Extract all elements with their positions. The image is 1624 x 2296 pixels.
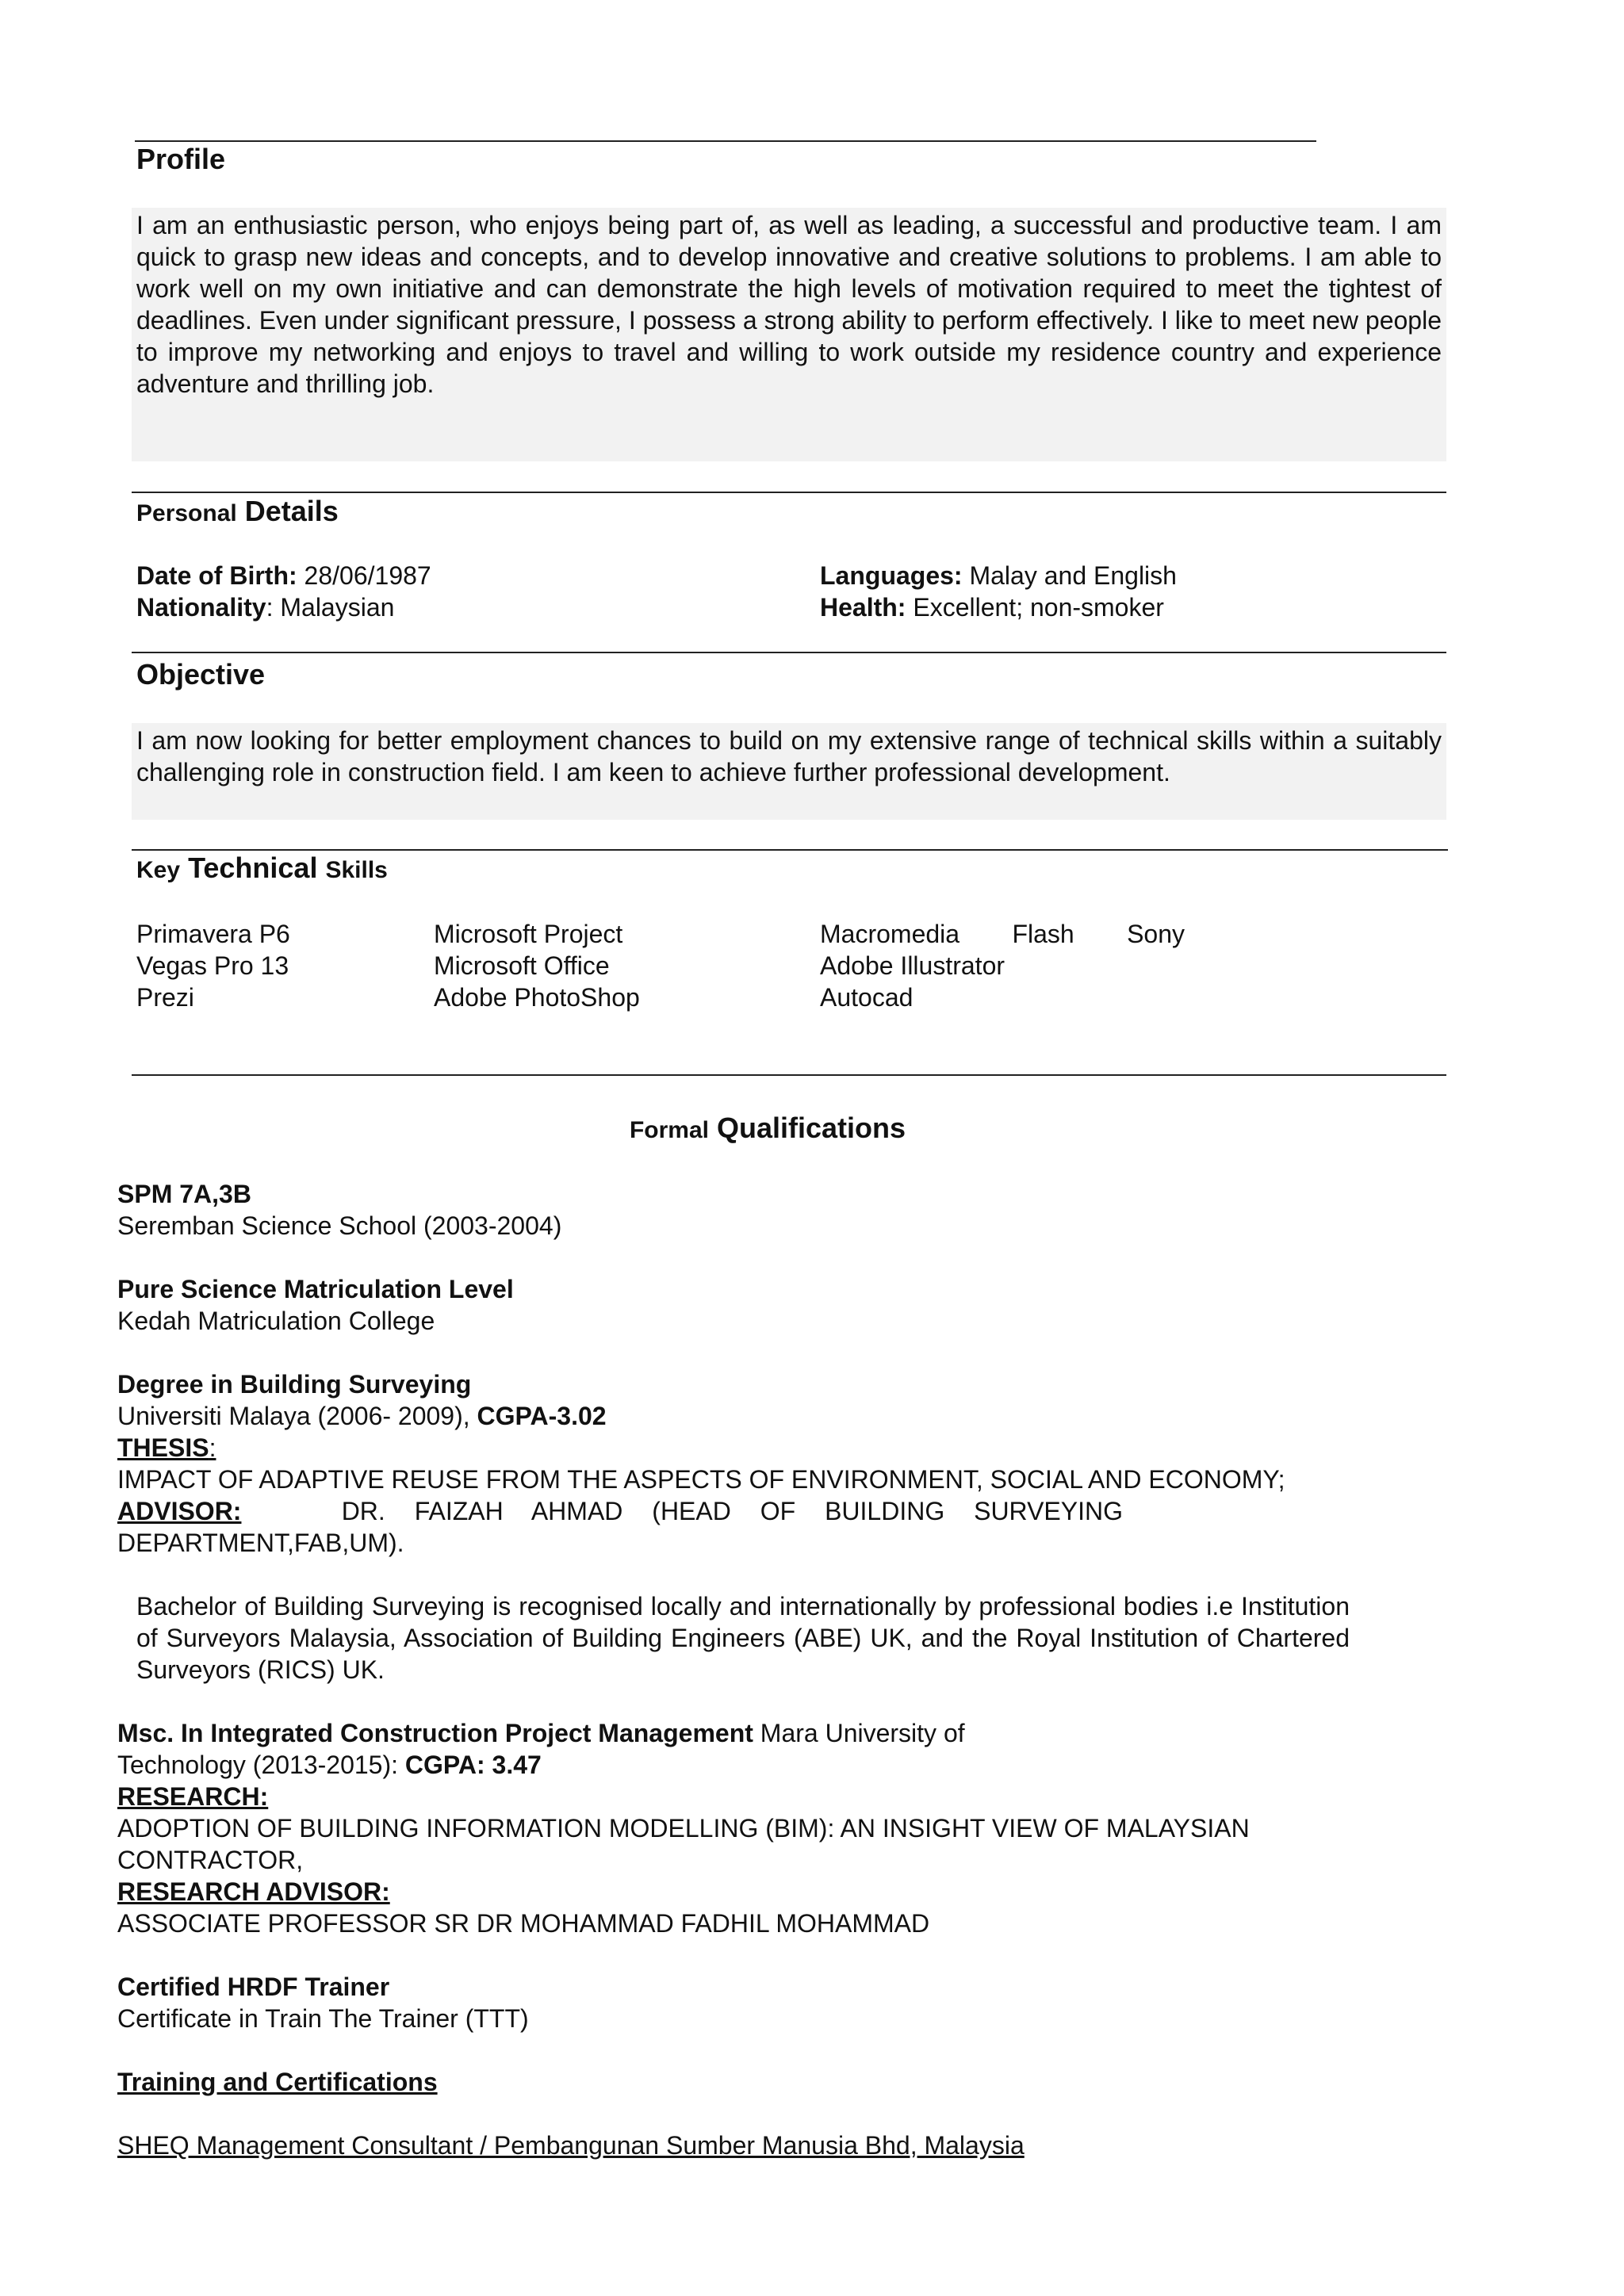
advisor-line-1: DR. FAIZAH AHMAD (HEAD OF BUILDING SURVEYING: [341, 1497, 1123, 1525]
personal-rule: [132, 492, 1446, 493]
qualifications-heading: [0, 1112, 1535, 1145]
skill-item: Adobe Illustrator: [820, 951, 1005, 980]
research-title: ADOPTION OF BUILDING INFORMATION MODELLING (BIM): AN INSIGHT VIEW OF MALAYSIAN CONTRACTOR,: [117, 1814, 1250, 1874]
skills-col-3: [820, 918, 1185, 1013]
msc-title: Msc. In Integrated Construction Project Management: [117, 1719, 753, 1747]
skills-rule: [132, 849, 1448, 851]
skill-item: Primavera P6: [136, 920, 290, 948]
thesis-label: THESIS: [117, 1433, 209, 1462]
research-advisor-label: RESEARCH ADVISOR:: [117, 1877, 390, 1906]
qualifications-rule: [132, 1074, 1446, 1076]
skill-item: Vegas Pro 13: [136, 951, 289, 980]
msc-school-b: Technology (2013-2015):: [117, 1751, 405, 1779]
spm-title: SPM 7A,3B: [117, 1180, 251, 1208]
health-value: Excellent; non-smoker: [906, 593, 1164, 622]
objective-rule: [132, 652, 1446, 653]
matric-school: Kedah Matriculation College: [117, 1307, 435, 1335]
thesis-title: IMPACT OF ADAPTIVE REUSE FROM THE ASPECTS OF ENVIRONMENT, SOCIAL AND ECONOMY;: [117, 1465, 1285, 1494]
research-advisor: ASSOCIATE PROFESSOR SR DR MOHAMMAD FADHIL MOHAMMAD: [117, 1909, 930, 1938]
dob-label: Date of Birth:: [136, 561, 297, 590]
research-label: RESEARCH:: [117, 1782, 269, 1811]
degree-cgpa: CGPA-3.02: [477, 1402, 607, 1430]
hrdf-title: Certified HRDF Trainer: [117, 1973, 390, 2001]
hrdf-cert: Certificate in Train The Trainer (TTT): [117, 2004, 529, 2033]
thesis-colon: :: [209, 1433, 216, 1462]
advisor-row: [117, 1495, 1123, 1527]
skills-col-2: [434, 918, 640, 1013]
skills-heading-b: Technical: [188, 851, 318, 884]
profile-heading: Profile: [136, 143, 226, 175]
languages-value: Malay and English: [962, 561, 1177, 590]
training-heading: Training and Certifications: [117, 2068, 438, 2096]
skills-heading-a: Key: [136, 857, 181, 883]
health-row: [820, 591, 1164, 623]
personal-heading-small: Personal: [136, 500, 237, 526]
skill-item: Adobe PhotoShop: [434, 983, 640, 1012]
spm-school: Seremban Science School (2003-2004): [117, 1211, 562, 1240]
health-label: Health:: [820, 593, 906, 622]
msc-cgpa: CGPA: 3.47: [404, 1751, 542, 1779]
skill-item: Autocad: [820, 983, 914, 1012]
skills-heading-c: Skills: [325, 857, 388, 883]
objective-text: I am now looking for better employment chances to build on my extensive range of technical skills within a suitably challenging role in construction field. I am keen to achieve further professional development.: [136, 726, 1442, 786]
msc-school-a: Mara University of: [753, 1719, 965, 1747]
languages-row: [820, 560, 1177, 591]
skills-col-1: [136, 918, 290, 1013]
skill-item: Microsoft Project: [434, 920, 623, 948]
msc-title-row: [117, 1717, 965, 1749]
personal-heading: [136, 495, 339, 528]
degree-title: Degree in Building Surveying: [117, 1370, 472, 1399]
skill-item: Sony: [1127, 920, 1185, 948]
skill-item: Flash: [1012, 920, 1074, 948]
dob-value: 28/06/1987: [297, 561, 431, 590]
matric-title: Pure Science Matriculation Level: [117, 1275, 514, 1303]
qualifications-heading-small: Formal: [629, 1117, 709, 1143]
skill-row-macromedia: [820, 918, 1185, 950]
thesis-label-row: [117, 1432, 216, 1464]
nationality-value: : Malaysian: [266, 593, 395, 622]
skills-heading: [136, 851, 388, 885]
msc-school-row: [117, 1749, 542, 1781]
training-provider: SHEQ Management Consultant / Pembangunan Sumber Manusia Bhd, Malaysia: [117, 2131, 1025, 2160]
profile-text: I am an enthusiastic person, who enjoys being part of, as well as leading, a successful and productive team. I am quick to grasp new ideas and concepts, and to develop innovative and creative solutions to problems. I am able to work well on my own initiative and can demonstrate the high levels of motivation required to meet the tightest of deadlines. Even under significant pressure, I possess a strong ability to perform effectively. I like to meet new people to improve my networking and enjoys to travel and willing to work outside my residence country and experience adventure and thrilling job.: [136, 211, 1442, 398]
dob-row: [136, 560, 431, 591]
top-rule: [135, 140, 1316, 142]
languages-label: Languages:: [820, 561, 963, 590]
advisor-line-2: DEPARTMENT,FAB,UM).: [117, 1529, 404, 1557]
skill-item: Macromedia: [820, 920, 960, 948]
skill-item: Prezi: [136, 983, 194, 1012]
skill-item: Microsoft Office: [434, 951, 610, 980]
nationality-label: Nationality: [136, 593, 266, 622]
degree-school: Universiti Malaya (2006- 2009),: [117, 1402, 477, 1430]
advisor-label: ADVISOR:: [117, 1497, 242, 1525]
degree-school-row: [117, 1400, 607, 1432]
personal-heading-big: Details: [244, 495, 339, 527]
objective-heading: Objective: [136, 658, 266, 691]
degree-note: Bachelor of Building Surveying is recognised locally and internationally by professional bodies i.e Institution of Surveyors Malaysia, Association of Building Engineers (ABE) UK, and the Royal Institution of Chartered Surveyors (RICS) UK.: [136, 1592, 1350, 1684]
nationality-row: [136, 591, 394, 623]
qualifications-heading-big: Qualifications: [717, 1112, 906, 1144]
